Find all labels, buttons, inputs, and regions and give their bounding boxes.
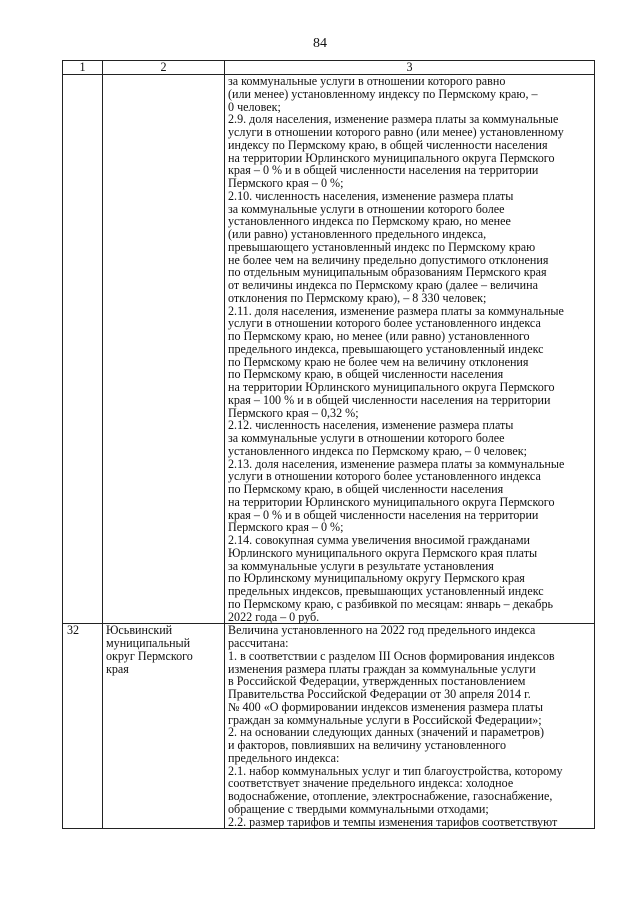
text-line: 2.14. совокупная сумма увеличения вносимой гражданами [228, 533, 530, 547]
text-line: на территории Юрлинского муниципального округа Пермского [228, 380, 555, 394]
text-line: по Пермскому краю, в общей численности населения [228, 367, 504, 382]
text-line: предельного индекса, превышающего установленный индекс [228, 341, 544, 356]
text-line: установленного индекса по Пермскому краю, но менее [228, 214, 511, 229]
text-line: (или менее) установленному индексу по Пермскому краю, – [228, 86, 538, 101]
text-line: отклонения по Пермскому краю), – 8 330 человек; [228, 290, 487, 305]
table-row [63, 624, 595, 829]
text-line: 2.12. численность населения, изменение размера платы [228, 418, 514, 433]
text-line: по Пермскому краю, но менее (или равно) установленного [228, 329, 530, 343]
text-line: 1. в соответствии с разделом III Основ формирования индексов [228, 648, 555, 663]
row-number [63, 75, 103, 624]
text-line: услуги в отношении которого более установленного индекса [228, 316, 541, 331]
text-line: по Пермскому краю, с разбивкой по месяцам: январь – декабрь [228, 596, 554, 611]
header-col-1: 1 [63, 61, 103, 75]
text-line: превышающего установленный индекс по Пермскому краю [228, 239, 536, 254]
text-line: граждан за коммунальные услуги в Российской Федерации»; [228, 712, 542, 727]
row-municipality [103, 75, 225, 624]
text-line: услуги в отношении которого равно (или менее) установленному [228, 125, 564, 139]
text-line: индексу по Пермскому краю, в общей численности населения [228, 137, 548, 152]
header-col-3: 3 [225, 61, 595, 75]
text-line: Величина установленного на 2022 год предельного индекса [228, 623, 536, 638]
row-number: 32 [63, 624, 103, 829]
text-line: (или равно) установленного предельного индекса, [228, 227, 487, 241]
text-line: на территории Юрлинского муниципального округа Пермского [228, 150, 555, 165]
table-row [63, 75, 595, 624]
text-line: соответствует значение предельного индекса: холодное [228, 776, 514, 791]
text-line: 2022 года – 0 руб. [228, 609, 320, 624]
text-line: 0 человек; [228, 99, 281, 114]
municipality-line: округ Пермского [106, 648, 193, 663]
text-line: 2.2. размер тарифов и темпы изменения тарифов соответствуют [228, 814, 558, 829]
text-line: 2. на основании следующих данных (значений и параметров) [228, 725, 544, 740]
text-line: Юрлинского муниципального округа Пермского края платы [228, 545, 538, 560]
text-line: не более чем на величину предельно допустимого отклонения [228, 252, 549, 267]
text-line: Пермского края – 0 %; [228, 520, 344, 535]
text-line: Пермского края – 0,32 %; [228, 405, 359, 420]
text-line: края – 0 % и в общей численности населения на территории [228, 163, 539, 178]
municipality-line: муниципальный [106, 636, 191, 650]
header-col-2: 2 [103, 61, 225, 75]
text-line: Правительства Российской Федерации от 30 апреля 2014 г. [228, 687, 531, 701]
text-line: по отдельным муниципальным образованиям Пермского края [228, 265, 547, 280]
text-line: 2.10. численность населения, изменение размера платы [228, 188, 514, 203]
municipality-line: Юсьвинский [106, 623, 173, 638]
text-line: Пермского края – 0 %; [228, 176, 344, 190]
row-description [225, 75, 595, 624]
text-line: за коммунальные услуги в отношении которого более [228, 201, 505, 216]
text-line: № 400 «О формировании индексов изменения размера платы [228, 699, 543, 714]
text-line: услуги в отношении которого более установленного индекса [228, 469, 541, 484]
text-line: изменения размера платы граждан за коммунальные услуги [228, 661, 536, 676]
table-header-row [63, 61, 595, 75]
text-line: от величины индекса по Пермскому краю (далее – величина [228, 278, 538, 292]
text-line: в Российской Федерации, утвержденных постановлением [228, 674, 526, 689]
text-line: 2.13. доля населения, изменение размера платы за коммунальные [228, 456, 565, 471]
text-line: и факторов, повлиявших на величину установленного [228, 738, 507, 752]
text-line: водоснабжение, отопление, электроснабжение, газоснабжение, [228, 789, 553, 803]
row-municipality [103, 624, 225, 829]
text-line: рассчитана: [228, 636, 289, 650]
municipality-line: края [106, 661, 129, 676]
text-line: обращение с твердыми коммунальными отходами; [228, 801, 489, 816]
text-line: по Пермскому краю не более чем на величину отклонения [228, 354, 529, 369]
text-line: предельного индекса: [228, 750, 340, 765]
text-line: 2.11. доля населения, изменение размера платы за коммунальные [228, 303, 564, 318]
text-line: по Юрлинскому муниципальному округу Пермского края [228, 571, 525, 586]
text-line: за коммунальные услуги в отношении которого более [228, 431, 505, 445]
document-table [62, 60, 595, 829]
text-line: за коммунальные услуги в результате установления [228, 558, 494, 573]
text-line: предельных индексов, превышающих установленный индекс [228, 584, 544, 598]
text-line: края – 0 % и в общей численности населения на территории [228, 507, 539, 522]
text-line: установленного индекса по Пермскому краю, – 0 человек; [228, 443, 527, 458]
row-description [225, 624, 595, 829]
page-number: 84 [313, 36, 327, 51]
text-line: на территории Юрлинского муниципального округа Пермского [228, 494, 555, 509]
text-line: 2.9. доля населения, изменение размера платы за коммунальные [228, 112, 559, 127]
text-line: края – 100 % и в общей численности населения на территории [228, 392, 551, 407]
text-line: 2.1. набор коммунальных услуг и тип благоустройства, которому [228, 763, 563, 778]
text-line: за коммунальные услуги в отношении которого равно [228, 74, 506, 88]
text-line: по Пермскому краю, в общей численности населения [228, 482, 504, 496]
